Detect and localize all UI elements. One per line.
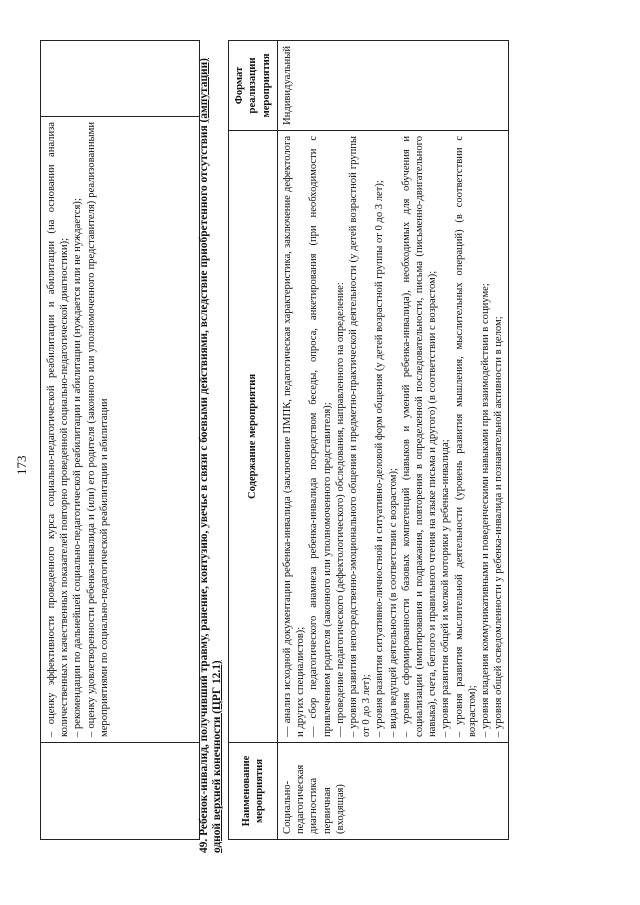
measure-format: Индивидуальный — [278, 41, 509, 131]
list-item: — сбор педагогического анамнеза ребенка-инвалида посредством беседы, опроса, анкетирования (при необходимости с привлечением родителя (законного или уполномоченного представителя); — [308, 135, 333, 737]
list-item: — проведение педагогического (дефектологического) обследования, направленного на определение: — [334, 282, 346, 737]
continuation-table — [40, 40, 200, 840]
list-item: – уровня развития ситуативно-личностной и ситуативно-деловой форм общения (у детей возрастной группы от 0 до 3 лет); — [374, 180, 386, 737]
empty-cell — [41, 743, 200, 840]
list-item: – уровня сформированности базовых компетенций (навыков и умений ребенка-инвалида), необходимых для обучения и социализации (имитирования и подражания, повторения в определенной последовательности, письма (письменно-двигательного навыка), счета, беглого и правильного чтения на языке письма и другого) (в соответствии с возрастом); — [400, 135, 439, 737]
list-item: – уровня общей осведомленности у ребенка-инвалида и познавательной активности в целом; — [493, 316, 505, 737]
page-number: 173 — [14, 455, 29, 475]
measures-table — [228, 40, 509, 840]
list-item: – оценку эффективности проведенного курса социально-педагогической реабилитации и абилитации (на основании анализа количественных и качественных показателей повторно проведенной социально-педагогической диагностики); — [46, 122, 71, 737]
header-content: Содержание мероприятия — [229, 130, 278, 742]
list-item: – вида ведущей деятельности (в соответствии с возрастом); — [387, 468, 399, 737]
measure-content — [278, 130, 509, 742]
empty-cell — [41, 41, 200, 117]
section-heading-underlined: (ампутации) одной верхней конечности (ЦРГ 12.1) — [198, 58, 223, 853]
list-item: – уровня развития непосредственно-эмоционального общения и предметно-практической деятельности (у детей возрастной группы от 0 до 3 лет); — [348, 135, 373, 737]
measure-name: Социально-педагогическая диагностика первичная (входящая) — [278, 743, 509, 840]
list-item: — анализ исходной документации ребенка-инвалида (заключение ПМПК, педагогическая характеристика, заключение дефектолога и других специалистов); — [282, 135, 307, 737]
continuation-content — [41, 117, 200, 743]
list-item: – уровня развития общей и мелкой моторики у ребенка-инвалида; — [440, 439, 452, 737]
section-heading — [198, 41, 224, 853]
header-format: Формат реализации мероприятия — [229, 41, 278, 131]
list-item: – рекомендации по дальнейшей социально-педагогической реабилитации и абилитации (нуждается или не нуждается); — [72, 198, 84, 737]
list-item: – уровня развития мыслительной деятельности (уровень развития мышления, мыслительных операций) (в соответствии с возрастом); — [453, 135, 478, 737]
header-name: Наименование мероприятия — [229, 743, 278, 840]
section-heading-text: 49. Ребенок-инвалид, получивший травму, ранение, контузию, увечье в связи с боевыми действиями, вследствие приобретенного отсутствия — [198, 125, 210, 853]
list-item: – уровня владения коммуникативными и поведенческими навыками при взаимодействии в социуме; — [480, 283, 492, 737]
list-item: – оценку удовлетворенности ребенка-инвалида и (или) его родителя (законного или уполномоченного представителя) реализованными мероприятиями по социально-педагогической реабилитации и абилитации — [85, 122, 110, 737]
